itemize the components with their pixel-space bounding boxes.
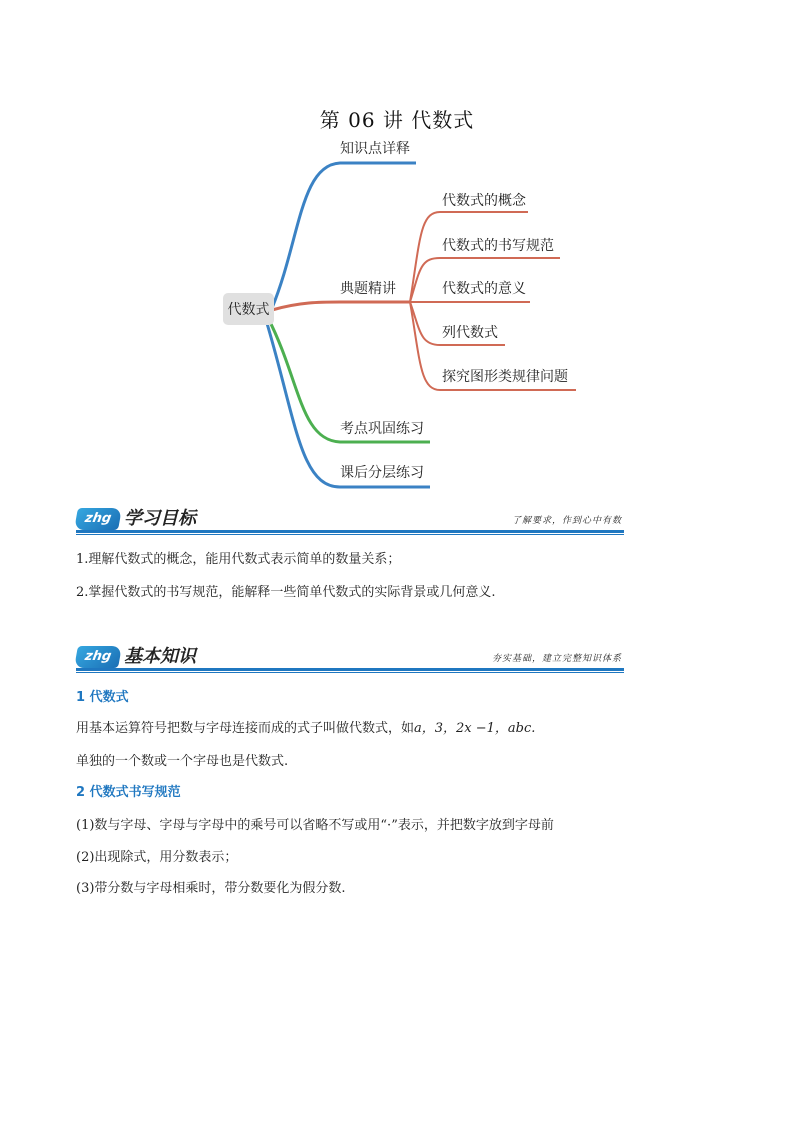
rule-item-1: (1)数与字母、字母与字母中的乘号可以省略不写或用“·”表示，并把数字放到字母前 [76,818,554,833]
branch-label-practice: 考点巩固练习 [340,421,424,437]
section-motto-goals: 了解要求，作到心中有数 [511,516,622,526]
definition-examples: a，3，2x −1，abc. [414,721,536,736]
branch-label-knowledge: 知识点详释 [340,141,410,157]
section-heading-goals: 学习目标 [124,508,196,529]
goal-item-1: 1.理解代数式的概念，能用代数式表示简单的数量关系； [76,552,401,567]
definition-text: 用基本运算符号把数与字母连接而成的式子叫做代数式，如 [76,721,415,736]
banner-rule [76,668,624,671]
branch-line-examples [272,302,410,310]
goal-item-2: 2.掌握代数式的书写规范，能解释一些简单代数式的实际背景或几何意义. [76,585,496,600]
banner-rule-thin [76,534,624,535]
root-label: 代数式 [227,302,270,318]
rule-item-2: (2)出现除式，用分数表示； [76,850,238,865]
subheading-algebraic-expression: 1 代数式 [76,690,129,705]
definition-note: 单独的一个数或一个字母也是代数式. [76,754,289,769]
topic-label-5: 探究图形类规律问题 [442,369,568,385]
mind-map [0,0,794,500]
section-banner-basics [76,638,624,674]
banner-rule [76,530,624,533]
topic-label-2: 代数式的书写规范 [442,238,554,254]
page-title: 第 06 讲 代数式 [319,108,475,132]
zhg-badge-icon: zhg [74,508,122,530]
banner-rule-thin [76,672,624,673]
branch-label-examples: 典题精讲 [340,281,396,297]
section-heading-basics: 基本知识 [124,646,196,667]
subheading-writing-rules: 2 代数式书写规范 [76,785,181,800]
topic-label-4: 列代数式 [442,325,498,341]
topic-label-1: 代数式的概念 [442,193,526,209]
definition-paragraph [76,717,535,736]
branch-label-homework: 课后分层练习 [340,465,424,481]
rule-item-3: (3)带分数与字母相乘时，带分数要化为假分数. [76,881,346,896]
topic-label-3: 代数式的意义 [442,281,526,297]
section-motto-basics: 夯实基础，建立完整知识体系 [491,654,622,664]
section-banner-goals [76,500,624,536]
zhg-badge-icon: zhg [74,646,122,668]
branch-line-homework [266,320,430,487]
